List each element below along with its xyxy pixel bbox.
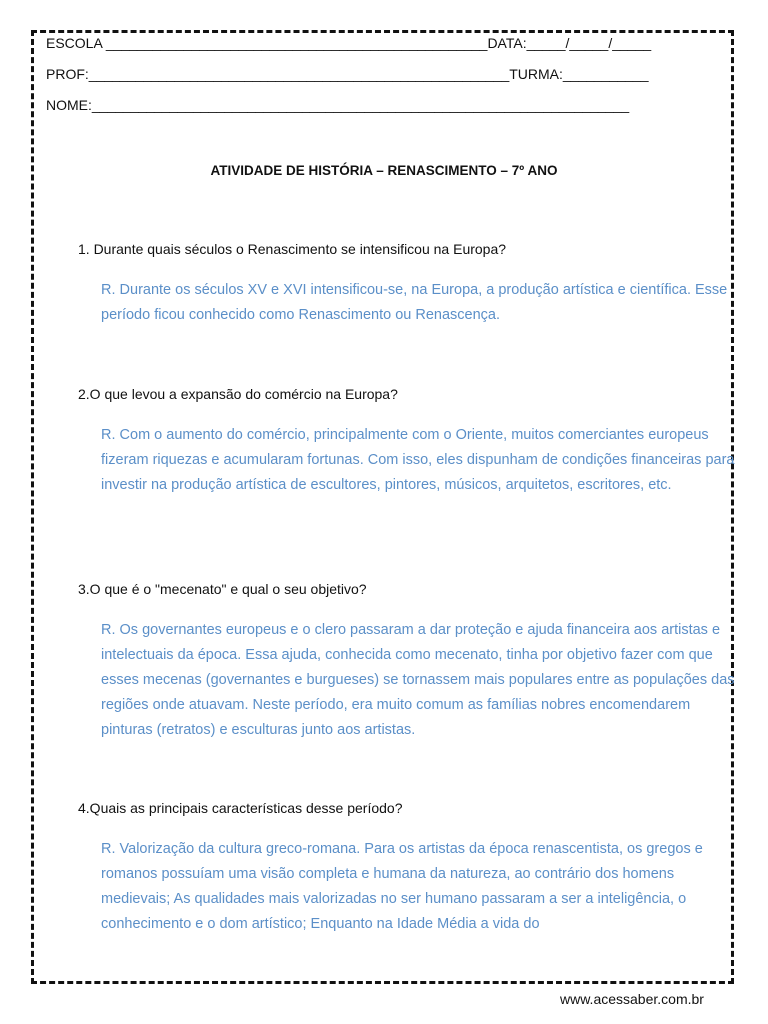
answer-4: R. Valorização da cultura greco-romana. Para os artistas da época renascentista, os gregos e romanos possuíam uma visão completa e humana da natureza, ao contrário dos homens medievais; As qualidades mais valorizadas no ser humano passaram a ser a inteligência, o conhecimento e o dom artístico; Enquanto na Idade Média a vida do bbox=[101, 841, 703, 932]
teacher-line: PROF:______________________________________________________TURMA:___________ bbox=[46, 66, 649, 82]
worksheet-title: ATIVIDADE DE HISTÓRIA – RENASCIMENTO – 7º ANO bbox=[210, 163, 558, 178]
question-3: 3.O que é o "mecenato" e qual o seu objetivo? bbox=[78, 581, 367, 597]
answer-2: R. Com o aumento do comércio, principalmente com o Oriente, muitos comerciantes europeus fizeram riquezas e acumularam fortunas. Com isso, eles dispunham de condições financeiras para investir na produção artística de escultores, pintores, músicos, arquitetos, escritores, etc. bbox=[101, 427, 735, 493]
name-line: NOME:_____________________________________________________________________ bbox=[46, 97, 630, 113]
answer-3: R. Os governantes europeus e o clero passaram a dar proteção e ajuda financeira aos artistas e intelectuais da época. Essa ajuda, conhecida como mecenato, tinha por objetivo fazer com que esses mecenas (governantes e burgueses) se tornassem mais populares entre as populações das regiões onde atuavam. Neste período, era muito comum as famílias nobres encomendarem pinturas (retratos) e esculturas junto aos artistas. bbox=[101, 622, 735, 738]
source-url: www.acessaber.com.br bbox=[560, 991, 704, 1007]
question-1: 1. Durante quais séculos o Renascimento se intensificou na Europa? bbox=[78, 241, 507, 257]
question-4: 4.Quais as principais características desse período? bbox=[78, 800, 403, 816]
question-2: 2.O que levou a expansão do comércio na Europa? bbox=[78, 386, 398, 402]
answer-1: R. Durante os séculos XV e XVI intensificou-se, na Europa, a produção artística e científica. Esse período ficou conhecido como Renascimento ou Renascença. bbox=[101, 282, 728, 323]
school-line: ESCOLA _________________________________________________DATA:_____/_____/_____ bbox=[46, 35, 652, 51]
